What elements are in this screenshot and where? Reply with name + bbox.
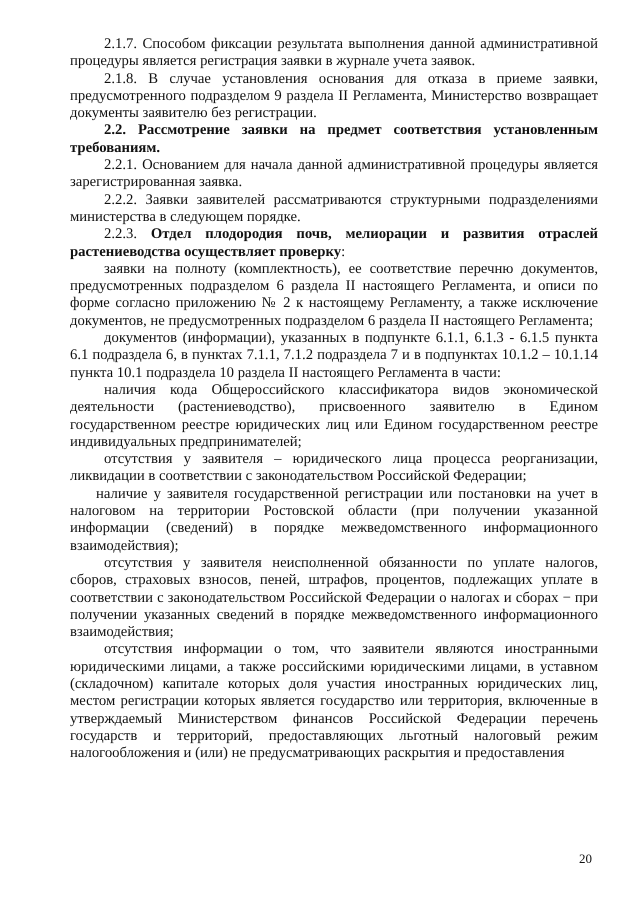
paragraph-registration: наличие у заявителя государственной регистрации или постановки на учет в налоговом на территории Ростовской области (при получении указанной информации (сведений) в порядке межведомственного информационного взаимодействия);	[70, 485, 598, 554]
paragraph-okved: наличия кода Общероссийского классификатора видов экономической деятельности (растениеводство), присвоенного заявителю в Едином государственном реестре юридических лиц или Едином государственном реестре индивидуальных предпринимателей;	[70, 381, 598, 450]
paragraph-reorganization: отсутствия у заявителя – юридического лица процесса реорганизации, ликвидации в соответствии с законодательством Российской Федерации;	[70, 451, 598, 485]
paragraph-2-2-2: 2.2.2. Заявки заявителей рассматриваются структурными подразделениями министерства в следующем порядке.	[70, 191, 598, 225]
document-page	[70, 36, 598, 762]
section-heading-text: 2.2. Рассмотрение заявки на предмет соответствия установленным требованиям.	[70, 122, 598, 156]
page-number: 20	[579, 851, 592, 866]
paragraph-2-1-8: 2.1.8. В случае установления основания для отказа в приеме заявки, предусмотренного подразделом 9 раздела II Регламента, Министерство возвращает документы заявителю без регистрации.	[70, 70, 598, 122]
paragraph-2-1-7: 2.1.7. Способом фиксации результата выполнения данной административной процедуры является регистрация заявки в журнале учета заявок.	[70, 36, 598, 70]
paragraph-2-2-3	[70, 226, 598, 261]
paragraph-completeness: заявки на полноту (комплектность), ее соответствие перечню документов, предусмотренных подразделом 6 раздела II настоящего Регламента, и описи по форме согласно приложению № 2 к настоящему Регламенту, а также исключение документов, не предусмотренных подразделом 6 раздела II настоящего Регламента;	[70, 260, 598, 329]
paragraph-2-2-3-bold: Отдел плодородия почв, мелиорации и развития отраслей растениеводства осуществляет проверку	[70, 226, 599, 260]
paragraph-2-2-1: 2.2.1. Основанием для начала данной административной процедуры является зарегистрированная заявка.	[70, 157, 598, 191]
paragraph-2-2-3-number: 2.2.3.	[104, 226, 151, 243]
paragraph-2-2-3-suffix: :	[341, 243, 346, 260]
paragraph-documents: документов (информации), указанных в подпункте 6.1.1, 6.1.3 - 6.1.5 пункта 6.1 подраздела 6, в пунктах 7.1.1, 7.1.2 подраздела 7 и в подпунктах 10.1.2 – 10.1.14 пункта 10.1 подраздела 10 раздела II настоящего Регламента в части:	[70, 330, 598, 381]
paragraph-taxes: отсутствия у заявителя неисполненной обязанности по уплате налогов, сборов, страховых взносов, пеней, штрафов, процентов, подлежащих уплате в соответствии с законодательством Российской Федерации о налогах и сборах − при получении указанных сведений в порядке межведомственного информационного взаимодействия;	[70, 554, 598, 641]
paragraph-foreign: отсутствия информации о том, что заявители являются иностранными юридическими лицами, а также российскими юридическими лицами, в уставном (складочном) капитале которых доля участия иностранных юридических лиц, местом регистрации которых является государство или территория, включенные в утверждаемый Министерством финансов Российской Федерации перечень государств и территорий, предоставляющих льготный налоговый режим налогообложения и (или) не предусматривающих раскрытия и предоставления	[70, 641, 598, 762]
section-heading-2-2	[70, 122, 598, 157]
